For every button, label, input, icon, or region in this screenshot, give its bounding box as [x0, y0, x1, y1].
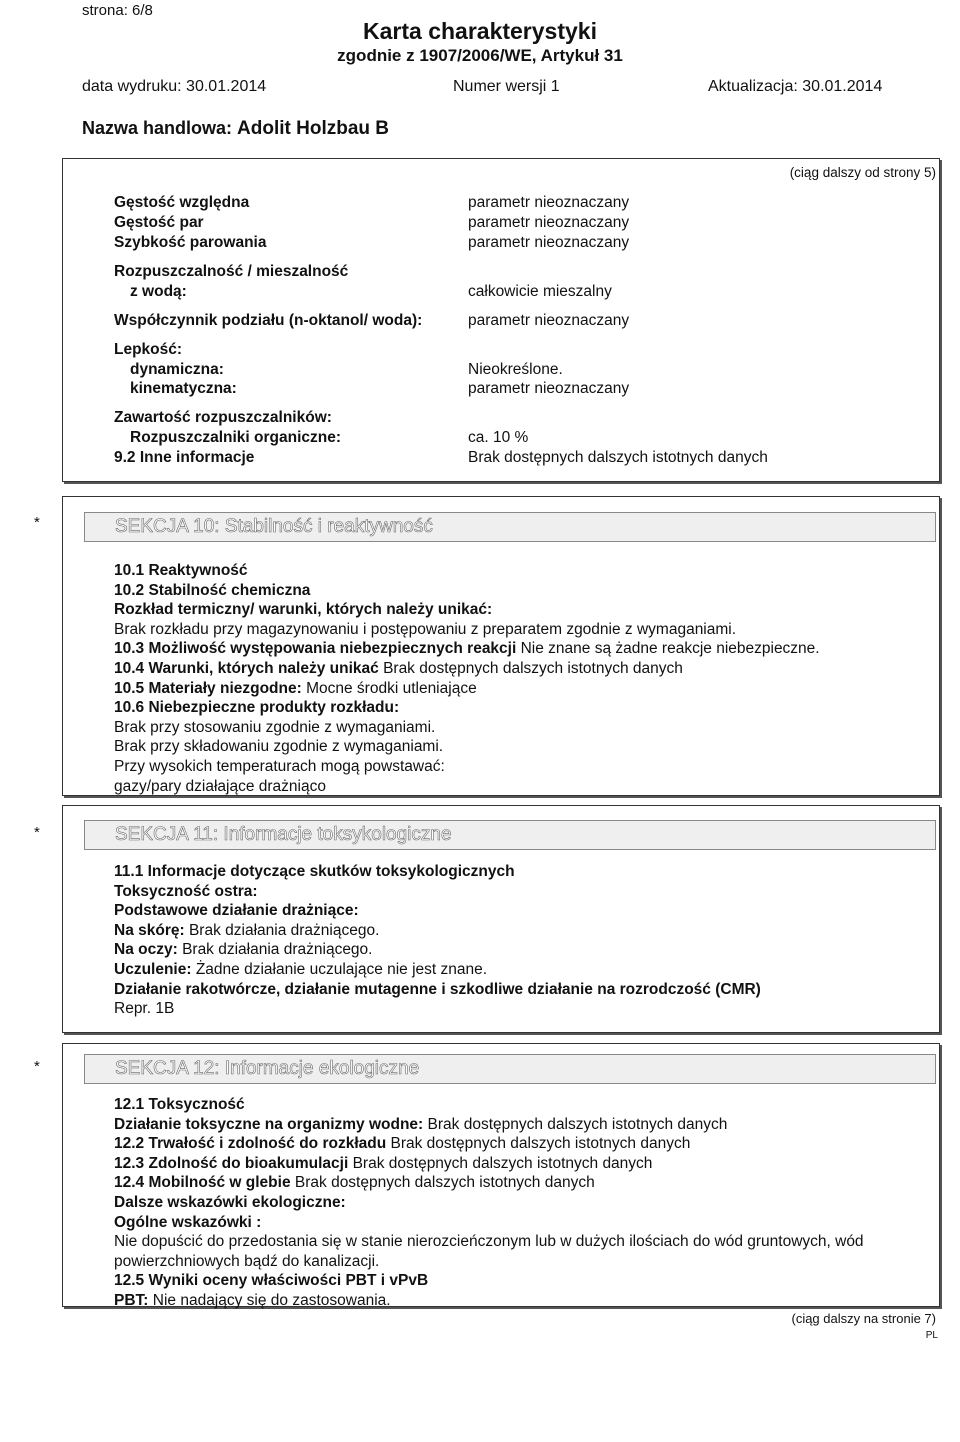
- cmr-text: Repr. 1B: [114, 1000, 175, 1018]
- section-11-title: SEKCJA 11: Informacje toksykologiczne: [115, 824, 452, 845]
- property-label: z wodą:: [130, 283, 187, 300]
- section-10-title: SEKCJA 10: Stabilność i reaktywność: [115, 516, 433, 537]
- trade-name-label: Nazwa handlowa:: [82, 118, 233, 138]
- section-12-title: SEKCJA 12: Informacje ekologiczne: [115, 1058, 420, 1079]
- subsection-10-6: 10.6 Niebezpieczne produkty rozkładu:: [114, 699, 400, 717]
- subsection-12-3: 12.3 Zdolność do bioakumulacji Brak dostępnych dalszych istotnych danych: [114, 1154, 653, 1172]
- page-number: strona: 6/8: [82, 2, 153, 19]
- property-label: Gęstość względna: [114, 194, 250, 211]
- continued-from-note: (ciąg dalszy od strony 5): [789, 165, 936, 180]
- decomposition-text: Brak rozkładu przy magazynowaniu i postępowaniu z preparatem zgodnie z wymaganiami.: [114, 620, 737, 638]
- section-12-header: [84, 1054, 936, 1084]
- general-notes-text: Nie dopuścić do przedostania się w stanie nierozcieńczonym lub w dużych ilościach do wód gruntowych, wód powierzchniowych bądź do kanalizacji.: [114, 1233, 864, 1270]
- subsection-12-1: 12.1 Toksyczność: [114, 1096, 245, 1113]
- change-marker: *: [34, 514, 40, 531]
- subsection-12-2: 12.2 Trwałość i zdolność do rozkładu Brak dostępnych dalszych istotnych danych: [114, 1135, 691, 1153]
- update-date: Aktualizacja: 30.01.2014: [708, 78, 883, 95]
- eye-effect: Na oczy: Brak działania drażniącego.: [114, 941, 373, 959]
- subsection-12-5: 12.5 Wyniki oceny właściwości PBT i vPvB: [114, 1272, 429, 1290]
- document-title: Karta charakterystyki: [363, 18, 597, 44]
- subsection-11-1: 11.1 Informacje dotyczące skutków toksykologicznych: [114, 863, 515, 880]
- property-label: Rozpuszczalniki organiczne:: [130, 429, 342, 446]
- trade-name-line: [82, 118, 389, 140]
- change-marker: *: [34, 824, 40, 841]
- aquatic-toxicity: Działanie toksyczne na organizmy wodne: Brak dostępnych dalszych istotnych danych: [114, 1115, 728, 1133]
- section-10-header: [84, 512, 936, 542]
- property-label: Gęstość par: [114, 214, 204, 231]
- section-10-content: [114, 561, 944, 796]
- subsection-10-4: 10.4 Warunki, których należy unikać Brak dostępnych dalszych istotnych danych: [114, 659, 683, 677]
- decomposition-label: Rozkład termiczny/ warunki, których należy unikać:: [114, 601, 493, 619]
- subsection-9-2-label: 9.2 Inne informacje: [114, 449, 255, 466]
- continued-on-note: (ciąg dalszy na stronie 7): [791, 1311, 936, 1326]
- subsection-10-1: 10.1 Reaktywność: [114, 562, 248, 579]
- section-12-content: [114, 1095, 944, 1311]
- property-label: Szybkość parowania: [114, 234, 267, 251]
- property-label: kinematyczna:: [130, 380, 237, 397]
- irritant-label: Podstawowe działanie drażniące:: [114, 902, 359, 920]
- property-value: parametr nieoznaczany: [468, 214, 630, 231]
- property-label: Lepkość:: [114, 341, 183, 358]
- property-value: parametr nieoznaczany: [468, 234, 630, 251]
- property-value: Brak dostępnych dalszych istotnych danych: [468, 449, 768, 466]
- decomposition-product-line: Przy wysokich temperaturach mogą powstawać:: [114, 757, 445, 775]
- decomposition-product-line: Brak przy stosowaniu zgodnie z wymaganiami.: [114, 718, 436, 736]
- property-label: dynamiczna:: [130, 361, 224, 378]
- acute-toxicity-label: Toksyczność ostra:: [114, 882, 258, 900]
- subsection-10-5: 10.5 Materiały niezgodne: Mocne środki utleniające: [114, 679, 477, 697]
- decomposition-product-line: Brak przy składowaniu zgodnie z wymaganiami.: [114, 738, 444, 756]
- property-value: parametr nieoznaczany: [468, 194, 630, 211]
- further-ecological-label: Dalsze wskazówki ekologiczne:: [114, 1193, 346, 1211]
- property-value: Nieokreślone.: [468, 361, 563, 378]
- change-marker: *: [34, 1058, 40, 1075]
- skin-effect: Na skórę: Brak działania drażniącego.: [114, 921, 380, 939]
- general-notes-label: Ogólne wskazówki :: [114, 1213, 262, 1231]
- language-code: PL: [925, 1330, 938, 1341]
- print-date: data wydruku: 30.01.2014: [82, 78, 267, 95]
- document-subtitle: zgodnie z 1907/2006/WE, Artykuł 31: [337, 46, 623, 65]
- decomposition-product-line: gazy/pary działające drażniąco: [114, 777, 326, 795]
- subsection-10-3: 10.3 Możliwość występowania niebezpiecznych reakcji Nie znane są żadne reakcje niebezpieczne.: [114, 640, 820, 658]
- section-11-header: [84, 820, 936, 850]
- subsection-12-4: 12.4 Mobilność w glebie Brak dostępnych dalszych istotnych danych: [114, 1174, 595, 1192]
- subsection-10-2: 10.2 Stabilność chemiczna: [114, 581, 311, 599]
- property-value: całkowicie mieszalny: [468, 283, 612, 300]
- trade-name: Adolit Holzbau B: [237, 118, 390, 139]
- version-number: Numer wersji 1: [453, 78, 560, 95]
- cmr-label: Działanie rakotwórcze, działanie mutagenne i szkodliwe działanie na rozrodczość (CMR): [114, 980, 761, 998]
- section-11-content: [114, 862, 944, 1019]
- property-value: ca. 10 %: [468, 429, 529, 446]
- property-value: parametr nieoznaczany: [468, 380, 630, 397]
- sensitisation: Uczulenie: Żadne działanie uczulające nie jest znane.: [114, 960, 488, 978]
- property-label: Zawartość rozpuszczalników:: [114, 409, 332, 426]
- pbt-assessment: PBT: Nie nadający się do zastosowania.: [114, 1291, 391, 1309]
- property-label: Współczynnik podziału (n-oktanol/ woda):: [114, 312, 423, 329]
- property-value: parametr nieoznaczany: [468, 312, 630, 329]
- property-label: Rozpuszczalność / mieszalność: [114, 263, 349, 280]
